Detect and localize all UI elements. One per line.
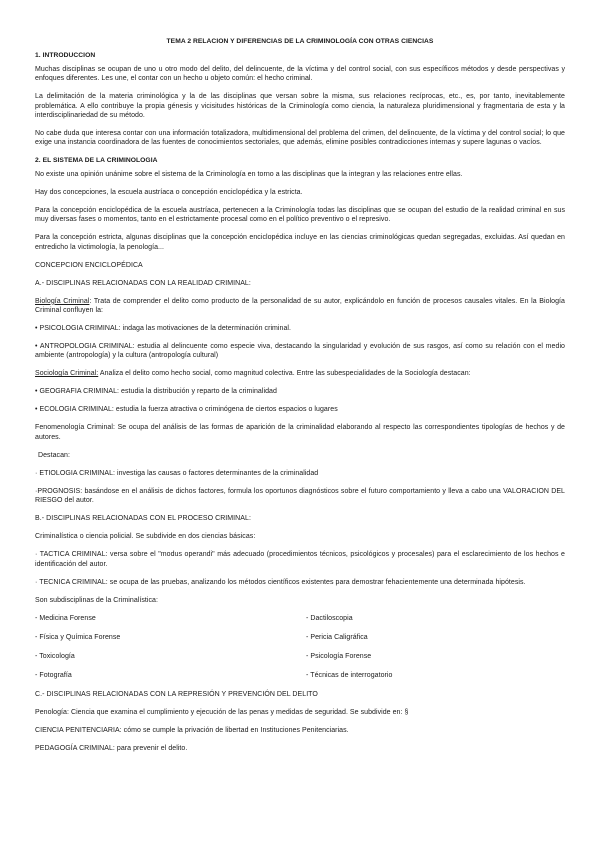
subheading-concepcion: CONCEPCION ENCICLOPÉDICA: [35, 261, 143, 269]
list-item: - Psicología Forense: [306, 652, 372, 660]
page-title: TEMA 2 RELACION Y DIFERENCIAS DE LA CRIMINOLOGÍA CON OTRAS CIENCIAS: [166, 38, 434, 45]
section-heading-introduccion: 1. INTRODUCCION: [35, 52, 96, 60]
term-sociologia: Sociología Criminal:: [35, 370, 99, 378]
paragraph: PEDAGOGÍA CRIMINAL: para prevenir el delito.: [35, 744, 188, 752]
paragraph: Criminalística o ciencia policial. Se subdivide en dos ciencias básicas:: [35, 533, 256, 541]
list-item: - Dactiloscopia: [306, 614, 353, 622]
subdisciplines-right: [294, 614, 565, 690]
list-item: · TECNICA CRIMINAL: se ocupa de las pruebas, analizando los métodos científicos existentes para demostrar fehacientemente una determinada hipótesis.: [35, 578, 526, 586]
list-item: - Pericia Caligráfica: [306, 633, 368, 641]
subheading-a: A.- DISCIPLINAS RELACIONADAS CON LA REALIDAD CRIMINAL:: [35, 279, 251, 287]
paragraph: Para la concepción estricta, algunas disciplinas que la concepción enciclopédica incluye en las ciencias criminológicas quedan segregadas, excluidas. Así quedan en entredicho la victimología, la penología...: [35, 234, 565, 251]
list-item: - Toxicología: [35, 652, 75, 660]
list-item: - Física y Química Forense: [35, 633, 121, 641]
paragraph: La delimitación de la materia criminológica y la de las disciplinas que versan sobre la misma, sus relaciones recíprocas, etc., es, por tanto, inevitablemente problemática. A ello contribuye la propia génesis y vicisitudes históricas de la Criminología como ciencia, la naturaleza pluridimensional y fragmentaria de esta y la interdisciplinariedad de su método.: [35, 93, 565, 120]
list-item: - Técnicas de interrogatorio: [306, 671, 393, 679]
paragraph: No cabe duda que interesa contar con una información totalizadora, multidimensional del problema del crimen, del delincuente, de la víctima y del control social; lo que exige una instancia coordinadora de las fuentes de conocimientos sectoriales, que además, elimine posibles contradicciones internas y supere lagunas o vacíos.: [35, 130, 565, 147]
paragraph: Fenomenología Criminal: Se ocupa del análisis de las formas de aparición de la criminalidad elaborando al respecto las correspondientes tipologías de hechos y de autores.: [35, 424, 565, 441]
list-item: - Medicina Forense: [35, 614, 96, 622]
term-biologia: Biología Criminal: [35, 297, 90, 305]
list-item: · TACTICA CRIMINAL: versa sobre el "modus operandi" más adecuado (procedimientos técnicos, psicológicos y procesales) para el esclarecimiento de los hechos e identificación del autor.: [35, 551, 565, 568]
paragraph: Penología: Ciencia que examina el cumplimiento y ejecución de las penas y medidas de seguridad. Se subdivide en: §: [35, 708, 409, 716]
paragraph-biologia: [35, 297, 565, 316]
list-item: ·PROGNOSIS: basándose en el análisis de dichos factores, formula los oportunos diagnósticos sobre el futuro comportamiento y lleva a cabo una VALORACION DEL RIESGO del autor.: [35, 487, 565, 505]
bullet-item: • ECOLOGIA CRIMINAL: estudia la fuerza atractiva o criminógena de ciertos espacios o lugares: [35, 406, 338, 414]
section-heading-sistema: 2. EL SISTEMA DE LA CRIMINOLOGIA: [35, 157, 158, 165]
subdisciplines-columns: [35, 614, 565, 690]
term-definition: Analiza el delito como hecho social, como magnitud colectiva. Entre las subespecialidades de la Sociología destacan:: [98, 370, 471, 378]
paragraph: CIENCIA PENITENCIARIA: cómo se cumple la privación de libertad en Instituciones Penitenciarias.: [35, 726, 349, 734]
paragraph: Son subdisciplinas de la Criminalística:: [35, 596, 158, 604]
bullet-item: • PSICOLOGIA CRIMINAL: indaga las motivaciones de la determinación criminal.: [35, 325, 292, 333]
subheading-b: B.- DISCIPLINAS RELACIONADAS CON EL PROCESO CRIMINAL:: [35, 515, 251, 523]
list-item: - Fotografía: [35, 671, 72, 679]
label-destacan: Destacan:: [38, 451, 70, 459]
bullet-item: • GEOGRAFIA CRIMINAL: estudia la distribución y reparto de la criminalidad: [35, 388, 277, 396]
paragraph: Muchas disciplinas se ocupan de uno u otro modo del delito, del delincuente, de la víctima y del control social, con sus específicos métodos y desde perspectivas y enfoques diferentes. Les une, el contar con un hecho u objeto común: el hecho criminal.: [35, 65, 565, 83]
list-item: · ETIOLOGIA CRIMINAL: investiga las causas o factores determinantes de la criminalidad: [35, 469, 319, 477]
paragraph-sociologia: [35, 369, 565, 378]
subheading-c: C.- DISCIPLINAS RELACIONADAS CON LA REPRESIÓN Y PREVENCIÓN DEL DELITO: [35, 690, 318, 698]
subdisciplines-left: [35, 614, 294, 690]
paragraph: No existe una opinión unánime sobre el sistema de la Criminología en torno a las disciplinas que la integran y las relaciones entre ellas.: [35, 170, 463, 178]
paragraph: Para la concepción enciclopédica de la escuela austríaca, pertenecen a la Criminología todas las disciplinas que se ocupan del estudio de la realidad criminal en sus muy diversas fases o momentos, tanto en el estrictamente procesal como en el político preventivo o el represivo.: [35, 206, 565, 224]
term-definition: : Trata de comprender el delito como producto de la personalidad de su autor, explicándolo en función de procesos causales vitales. En la Biología Criminal confluyen la:: [35, 297, 565, 315]
paragraph: Hay dos concepciones, la escuela austríaca o concepción enciclopédica y la estricta.: [35, 188, 303, 196]
bullet-item: • ANTROPOLOGIA CRIMINAL: estudia al delincuente como especie viva, destacando la singularidad y evolución de sus rasgos, así como su relación con el medio ambiente (antropología) y la cultura (antropología cultural): [35, 343, 565, 360]
